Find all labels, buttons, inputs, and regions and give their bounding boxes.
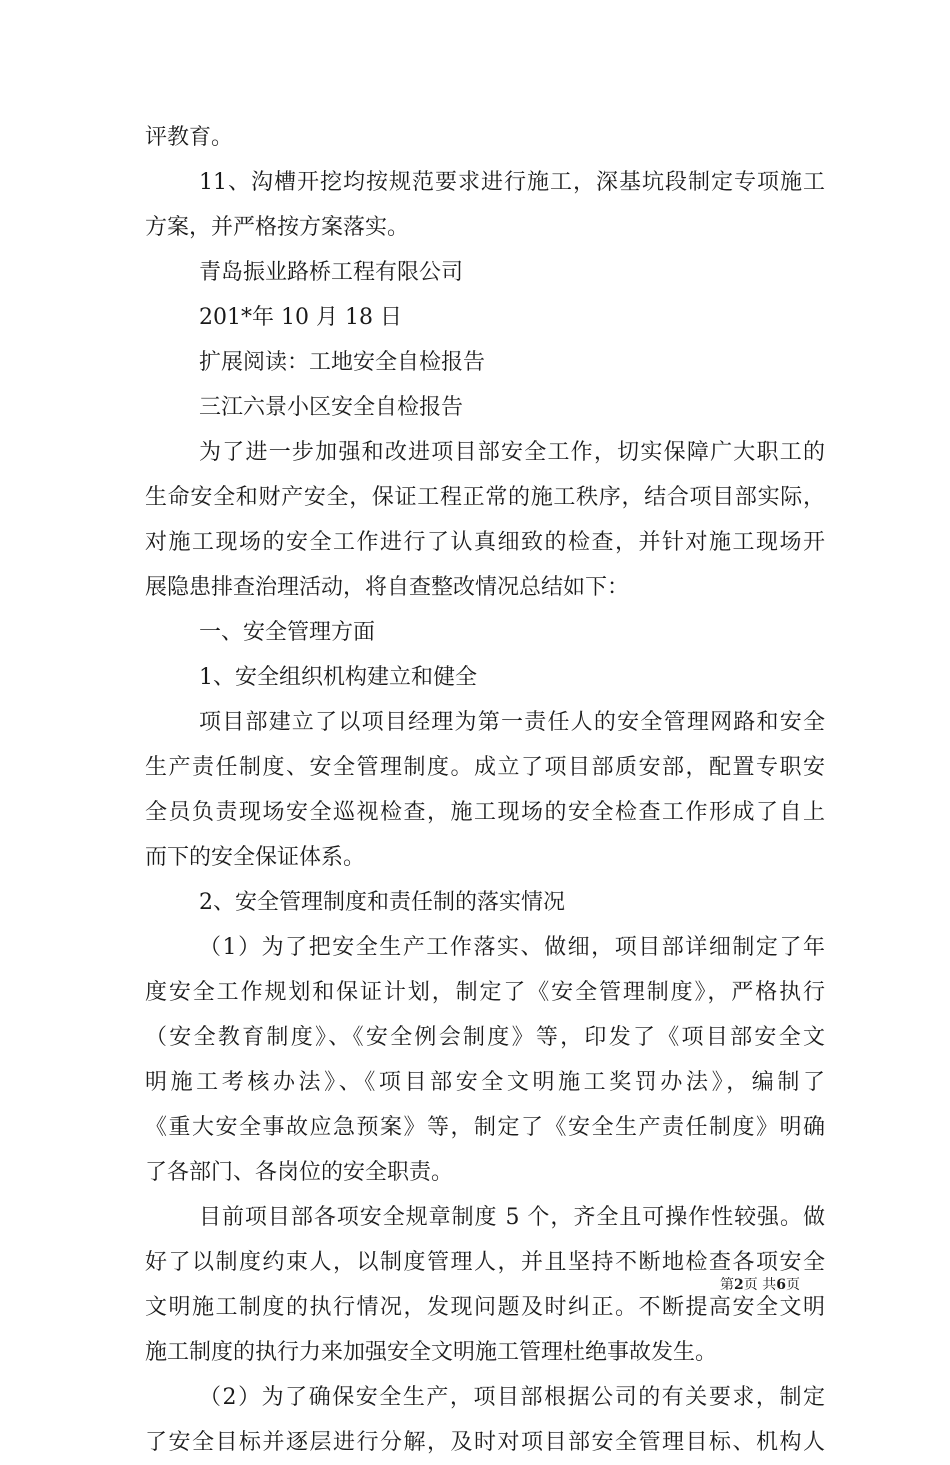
text-line: 生产责任制度、安全管理制度。成立了项目部质安部，配置专职安: [145, 755, 825, 780]
footer-current-page: 2: [734, 1277, 744, 1293]
text-line: 好了以制度约束人，以制度管理人，并且坚持不断地检查各项安全: [145, 1250, 825, 1275]
text-line: （2）为了确保安全生产，项目部根据公司的有关要求，制定: [199, 1385, 825, 1410]
text-line: （1）为了把安全生产工作落实、做细，项目部详细制定了年: [199, 935, 825, 960]
text-line: 方案，并严格按方案落实。: [145, 215, 410, 240]
text-line: 展隐患排查治理活动，将自查整改情况总结如下：: [145, 575, 630, 600]
text-line: 对施工现场的安全工作进行了认真细致的检查，并针对施工现场开: [145, 530, 825, 555]
text-line: 而下的安全保证体系。: [145, 845, 366, 870]
text-line: 施工制度的执行力来加强安全文明施工管理杜绝事故发生。: [145, 1340, 718, 1365]
text-line: 明施工考核办法》、《项目部安全文明施工奖罚办法》，编制了: [145, 1070, 825, 1095]
page-footer: [720, 1276, 800, 1294]
text-line: 评教育。: [145, 125, 234, 150]
footer-prefix: 第: [720, 1277, 734, 1293]
text-line: 了安全目标并逐层进行分解，及时对项目部安全管理目标、机构人: [145, 1430, 825, 1455]
text-line: 度安全工作规划和保证计划，制定了《安全管理制度》，严格执行: [145, 980, 825, 1005]
text-line: 了各部门、各岗位的安全职责。: [145, 1160, 454, 1185]
text-line: 生命安全和财产安全，保证工程正常的施工秩序，结合项目部实际，: [145, 485, 825, 510]
footer-total-pages: 6: [776, 1277, 786, 1293]
text-line: 目前项目部各项安全规章制度 5 个，齐全且可操作性较强。做: [199, 1205, 825, 1230]
text-line: 项目部建立了以项目经理为第一责任人的安全管理网路和安全: [199, 710, 825, 735]
text-line: （安全教育制度》、《安全例会制度》等，印发了《项目部安全文: [145, 1025, 825, 1050]
text-line: 三江六景小区安全自检报告: [199, 395, 464, 420]
text-line: 11、沟槽开挖均按规范要求进行施工，深基坑段制定专项施工: [199, 170, 825, 195]
text-line: 扩展阅读：工地安全自检报告: [199, 350, 486, 375]
text-line: 青岛振业路桥工程有限公司: [199, 260, 464, 285]
text-line: 文明施工制度的执行情况，发现问题及时纠正。不断提高安全文明: [145, 1295, 825, 1320]
footer-middle: 页 共: [743, 1277, 777, 1293]
text-line: 《重大安全事故应急预案》等，制定了《安全生产责任制度》明确: [145, 1115, 825, 1140]
text-line: 为了进一步加强和改进项目部安全工作，切实保障广大职工的: [199, 440, 825, 465]
document-body: [145, 115, 825, 1465]
text-line: 201*年 10 月 18 日: [199, 305, 402, 330]
text-line: 1、安全组织机构建立和健全: [199, 665, 477, 690]
text-line: 全员负责现场安全巡视检查，施工现场的安全检查工作形成了自上: [145, 800, 825, 825]
text-line: 2、安全管理制度和责任制的落实情况: [199, 890, 565, 915]
text-line: 一、安全管理方面: [199, 620, 376, 645]
footer-suffix: 页: [785, 1277, 800, 1293]
